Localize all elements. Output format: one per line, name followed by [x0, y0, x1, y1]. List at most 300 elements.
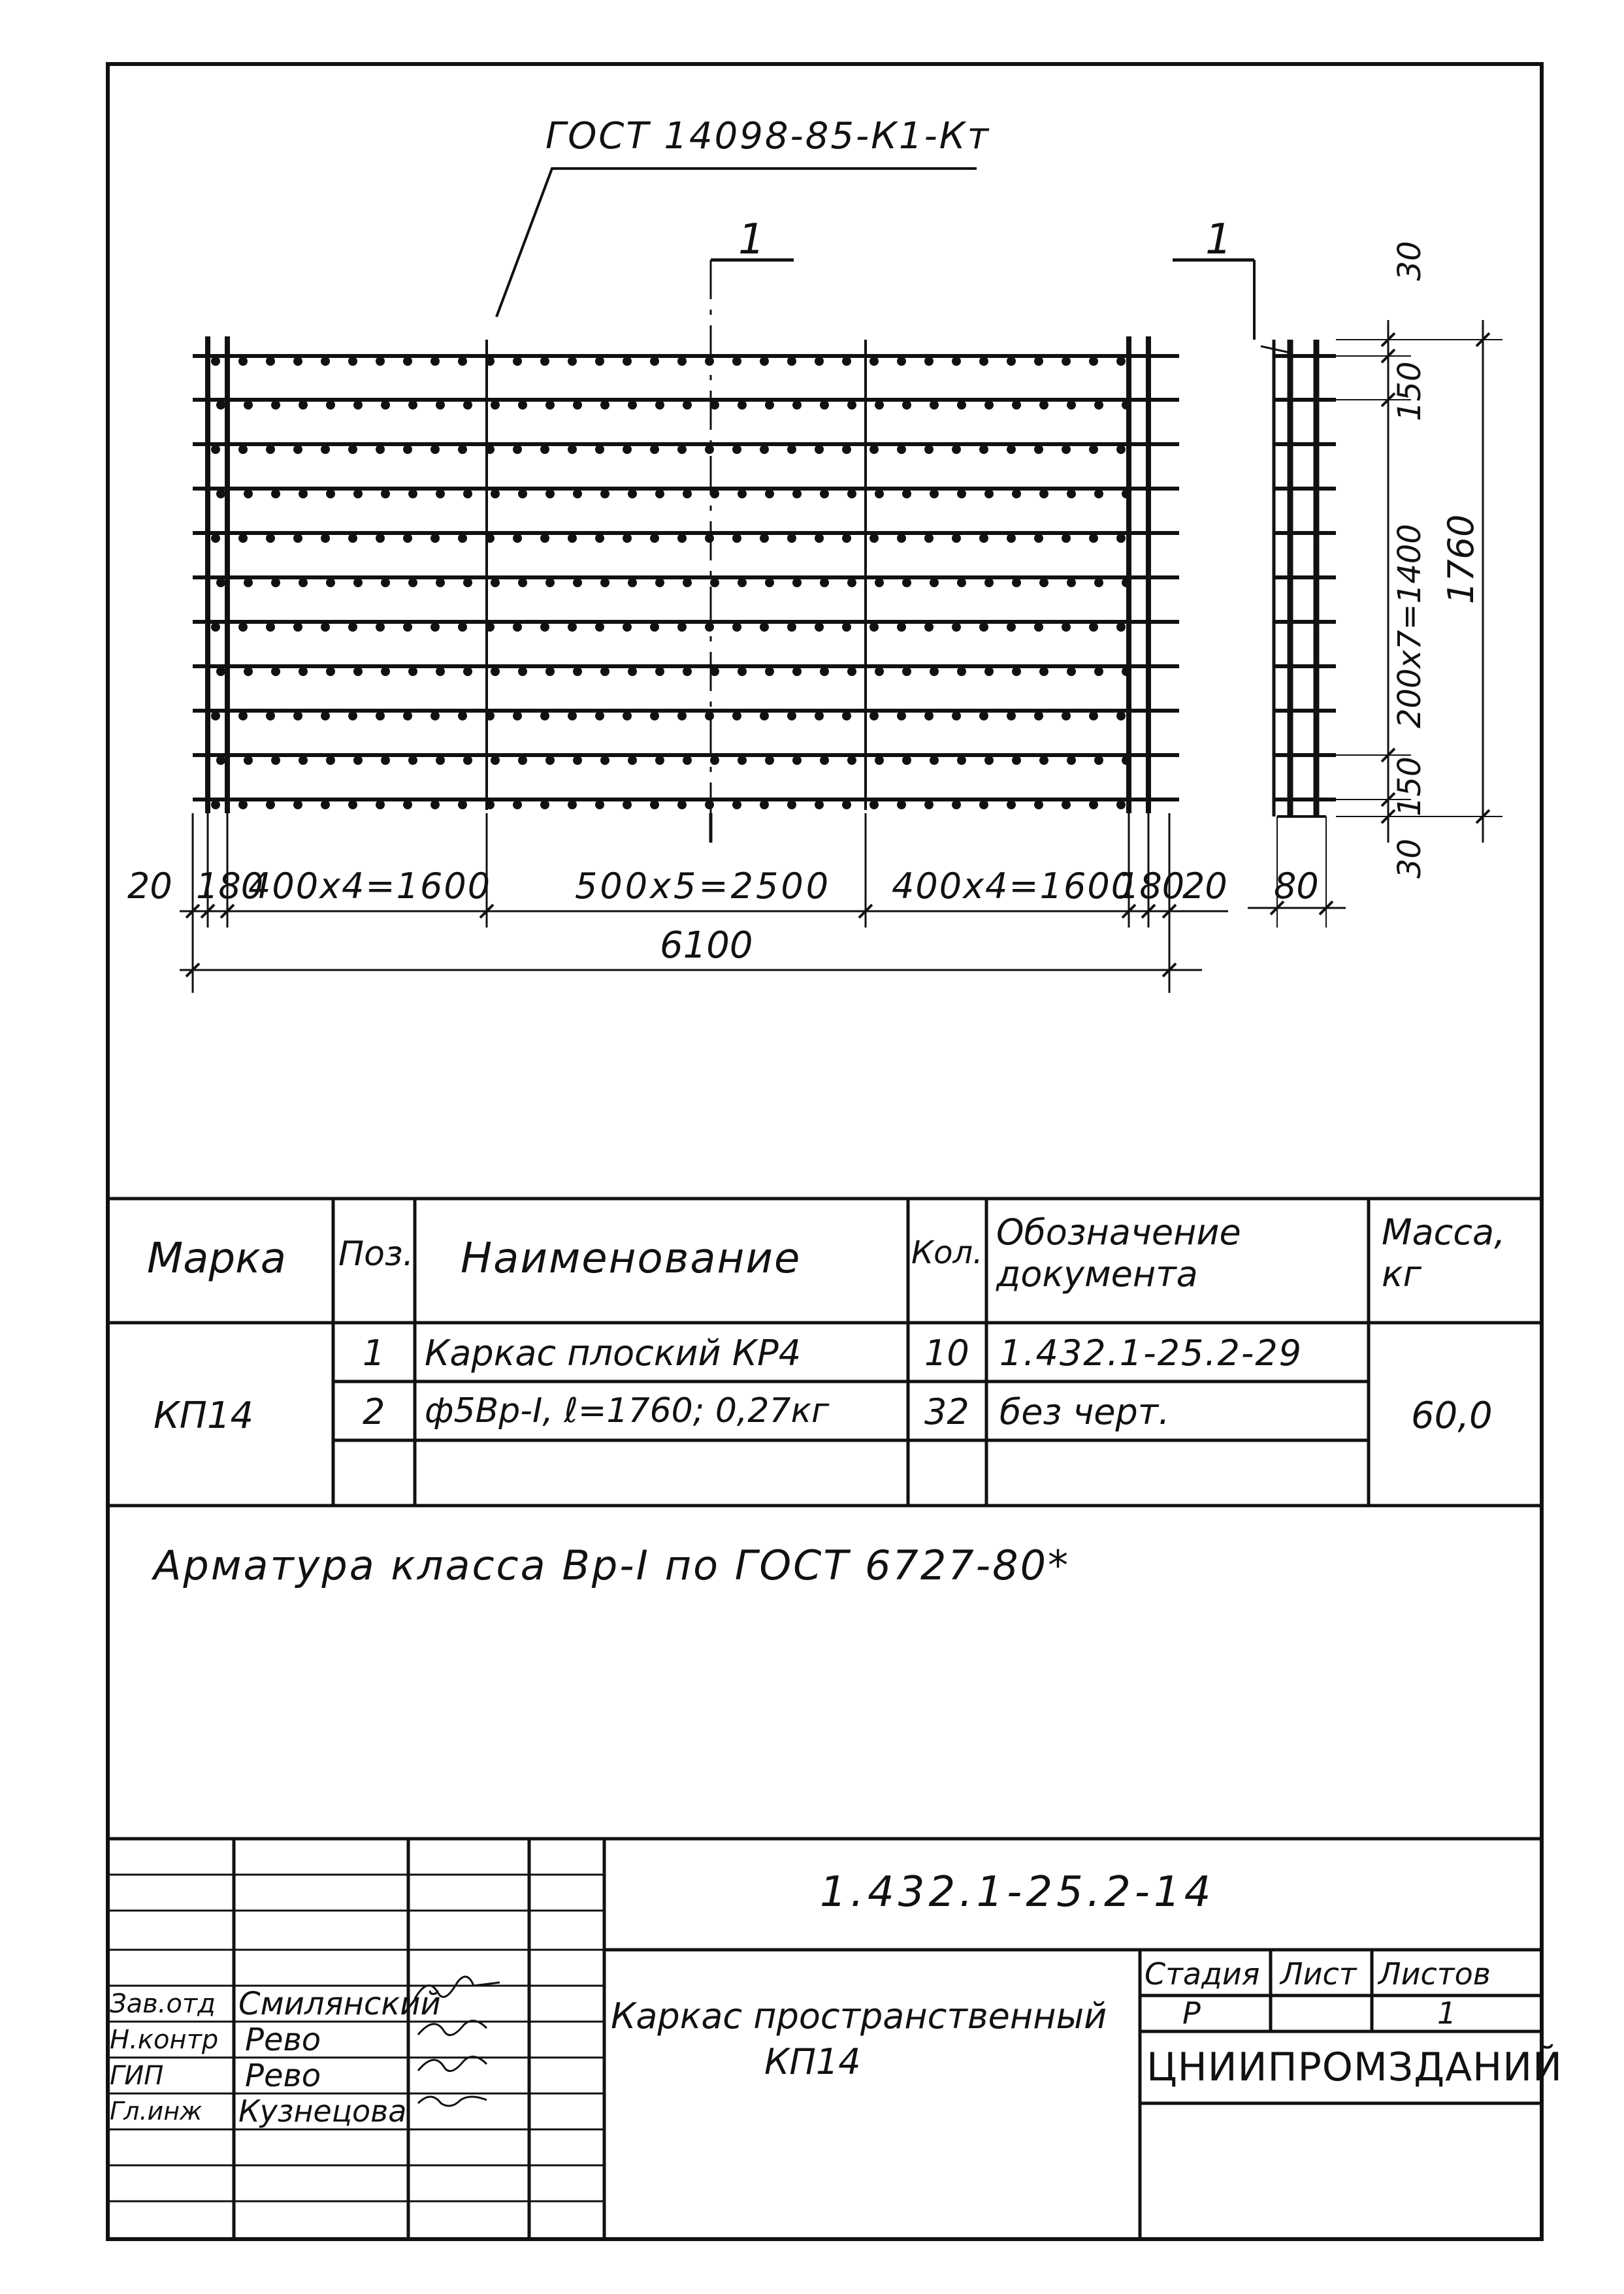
sheets-label: Листов	[1378, 1956, 1491, 1992]
bar-dot	[952, 711, 961, 720]
bar-dot	[321, 800, 330, 809]
row-2-name: ф5Вр-I, ℓ=1760; 0,27кг	[425, 1391, 830, 1430]
bar-dot	[545, 667, 555, 676]
bar-dot	[952, 622, 961, 632]
bar-dot	[1007, 445, 1016, 454]
bar-dot	[842, 711, 851, 720]
bar-dot	[655, 400, 664, 410]
bar-dot	[299, 756, 308, 765]
bar-dot	[1012, 400, 1021, 410]
bar-dot	[485, 357, 495, 366]
bar-dot	[216, 489, 225, 498]
bar-dot	[842, 800, 851, 809]
bar-dot	[326, 756, 335, 765]
bar-dot	[869, 622, 879, 632]
bar-dot	[1034, 800, 1043, 809]
bar-dot	[979, 711, 988, 720]
bar-dot	[792, 400, 802, 410]
bar-dot	[924, 800, 934, 809]
bar-dot	[1094, 489, 1103, 498]
bar-dot	[1116, 357, 1126, 366]
bar-dot	[408, 578, 417, 587]
bar-dot	[321, 711, 330, 720]
bar-dot	[815, 711, 824, 720]
bar-dot	[952, 800, 961, 809]
bar-dot	[930, 578, 939, 587]
bar-dot	[1062, 622, 1071, 632]
bar-dot	[897, 534, 906, 543]
bar-dot	[540, 357, 549, 366]
bar-dot	[266, 800, 275, 809]
dim-500x5: 500x5=2500	[575, 865, 832, 907]
bar-dot	[238, 622, 248, 632]
dim-total-6100: 6100	[660, 924, 753, 967]
bar-dot	[1039, 400, 1048, 410]
bar-dot	[403, 711, 412, 720]
dim-180-right: 180	[1117, 865, 1185, 907]
bar-dot	[216, 578, 225, 587]
bar-dot	[897, 800, 906, 809]
bar-dot	[842, 622, 851, 632]
bar-dot	[984, 400, 994, 410]
bar-dot	[568, 534, 577, 543]
bar-dot	[650, 534, 659, 543]
bar-dot	[847, 667, 856, 676]
bar-dot	[710, 400, 719, 410]
bar-dot	[540, 711, 549, 720]
bar-dot	[600, 400, 609, 410]
bar-dot	[847, 578, 856, 587]
bar-dot	[568, 800, 577, 809]
bar-dot	[765, 400, 774, 410]
bar-dot	[595, 711, 604, 720]
bar-dot	[293, 534, 302, 543]
bar-dot	[1062, 534, 1071, 543]
bar-dot	[1122, 400, 1131, 410]
callout-label: ГОСТ 14098-85-К1-Кт	[545, 115, 991, 157]
bar-dot	[266, 357, 275, 366]
bar-dot	[677, 800, 687, 809]
bar-dot	[677, 622, 687, 632]
bar-dot	[381, 756, 390, 765]
mass-value: 60,0	[1411, 1395, 1493, 1437]
bar-dot	[326, 489, 335, 498]
bar-dot	[1116, 622, 1126, 632]
bar-dot	[815, 445, 824, 454]
bar-dot	[820, 489, 829, 498]
bar-dot	[875, 578, 884, 587]
bar-dot	[902, 578, 911, 587]
bar-dot	[353, 489, 363, 498]
bar-dot	[705, 534, 714, 543]
bar-dot	[595, 800, 604, 809]
bar-dot	[266, 534, 275, 543]
bar-dot	[820, 756, 829, 765]
bar-dot	[463, 578, 472, 587]
dim-side-30-top: 30	[1391, 240, 1428, 281]
bar-dot	[595, 622, 604, 632]
bar-dot	[211, 357, 220, 366]
bar-dot	[957, 756, 966, 765]
bar-dot	[710, 667, 719, 676]
bar-dot	[326, 400, 335, 410]
bar-dot	[299, 578, 308, 587]
bar-dot	[683, 489, 692, 498]
bar-dots	[211, 357, 1131, 809]
bar-dot	[463, 667, 472, 676]
bar-dot	[842, 445, 851, 454]
side-view-lines	[1248, 320, 1502, 928]
bar-dot	[321, 534, 330, 543]
bar-dot	[1122, 667, 1131, 676]
bar-dot	[683, 578, 692, 587]
bar-dot	[792, 667, 802, 676]
bar-dot	[540, 445, 549, 454]
bar-dot	[518, 667, 527, 676]
bar-dot	[271, 756, 280, 765]
bar-dot	[518, 489, 527, 498]
bar-dot	[875, 400, 884, 410]
bar-dot	[957, 667, 966, 676]
bar-dot	[600, 756, 609, 765]
bar-dot	[491, 756, 500, 765]
bar-dot	[436, 489, 445, 498]
bar-dot	[293, 711, 302, 720]
bar-dot	[677, 534, 687, 543]
bar-dot	[271, 667, 280, 676]
bar-dot	[299, 667, 308, 676]
bar-dot	[211, 445, 220, 454]
bar-dot	[1007, 357, 1016, 366]
mark-value: КП14	[154, 1395, 254, 1437]
bar-dot	[628, 400, 637, 410]
bar-dot	[430, 711, 440, 720]
bar-dot	[458, 711, 467, 720]
bar-dot	[984, 489, 994, 498]
bar-dot	[293, 445, 302, 454]
bar-dot	[710, 489, 719, 498]
bar-dot	[897, 622, 906, 632]
bar-dot	[1034, 622, 1043, 632]
bar-dot	[765, 489, 774, 498]
bar-dot	[1012, 489, 1021, 498]
role-3: ГИП	[110, 2061, 164, 2091]
bar-dot	[600, 667, 609, 676]
bar-dot	[1012, 578, 1021, 587]
role-4-name: Кузнецова	[238, 2093, 407, 2129]
bar-dot	[869, 534, 879, 543]
bar-dot	[573, 400, 582, 410]
bar-dot	[677, 357, 687, 366]
bar-dot	[924, 711, 934, 720]
bar-dot	[705, 622, 714, 632]
bar-dot	[732, 800, 741, 809]
bar-dot	[650, 622, 659, 632]
bar-dot	[348, 357, 357, 366]
bar-dot	[403, 534, 412, 543]
bar-dot	[376, 357, 385, 366]
bar-dot	[244, 667, 253, 676]
bar-dot	[650, 800, 659, 809]
bar-dot	[293, 800, 302, 809]
bar-dot	[815, 800, 824, 809]
bar-dot	[787, 800, 796, 809]
bar-dot	[513, 711, 522, 720]
bar-dot	[353, 578, 363, 587]
bar-dot	[623, 534, 632, 543]
bar-dot	[1007, 534, 1016, 543]
role-1: Зав.отд	[110, 1989, 216, 2019]
bar-dot	[1089, 357, 1098, 366]
bar-dot	[458, 622, 467, 632]
bar-dot	[902, 756, 911, 765]
role-2: Н.контр	[110, 2025, 219, 2055]
role-4: Гл.инж	[110, 2097, 203, 2125]
bar-dot	[628, 578, 637, 587]
bar-dot	[1122, 489, 1131, 498]
bar-dot	[869, 711, 879, 720]
header-name: Наименование	[461, 1235, 802, 1283]
bar-dot	[902, 400, 911, 410]
bar-dot	[1116, 534, 1126, 543]
bar-dot	[458, 357, 467, 366]
bar-dot	[436, 578, 445, 587]
bar-dot	[491, 578, 500, 587]
bar-dot	[1067, 400, 1076, 410]
bar-dot	[1007, 622, 1016, 632]
dim-400x4-right: 400x4=1600	[892, 865, 1135, 907]
vertical-bars	[208, 336, 1148, 813]
bar-dot	[1094, 756, 1103, 765]
bar-dot	[847, 489, 856, 498]
bar-dot	[1122, 756, 1131, 765]
bar-dot	[321, 445, 330, 454]
bar-dot	[732, 534, 741, 543]
bar-dot	[381, 667, 390, 676]
bar-dot	[738, 756, 747, 765]
bar-dot	[211, 534, 220, 543]
dim-side-1760: 1760	[1440, 514, 1482, 604]
bar-dot	[211, 711, 220, 720]
bar-dot	[216, 756, 225, 765]
bar-dot	[787, 357, 796, 366]
bar-dot	[710, 578, 719, 587]
bar-dot	[1067, 667, 1076, 676]
bar-dot	[847, 756, 856, 765]
bar-dot	[623, 445, 632, 454]
header-designation: Обозначение документа	[996, 1212, 1241, 1295]
bar-dot	[847, 400, 856, 410]
bar-dot	[1034, 357, 1043, 366]
bar-dot	[408, 489, 417, 498]
organization: ЦНИИПРОМЗДАНИЙ	[1146, 2044, 1563, 2090]
bar-dot	[513, 622, 522, 632]
bar-dot	[381, 578, 390, 587]
bar-dot	[485, 445, 495, 454]
bar-dot	[738, 489, 747, 498]
bar-dot	[732, 357, 741, 366]
bar-dot	[376, 622, 385, 632]
bar-dot	[1034, 534, 1043, 543]
bar-dot	[348, 622, 357, 632]
bar-dot	[705, 357, 714, 366]
bar-dot	[623, 357, 632, 366]
bar-dot	[930, 667, 939, 676]
bar-dot	[792, 489, 802, 498]
bar-dot	[518, 578, 527, 587]
bar-dot	[216, 400, 225, 410]
bar-dot	[683, 756, 692, 765]
bar-dot	[765, 578, 774, 587]
bar-dot	[623, 711, 632, 720]
bar-dot	[732, 711, 741, 720]
bar-dot	[760, 800, 769, 809]
bar-dot	[348, 534, 357, 543]
bar-dot	[485, 711, 495, 720]
bar-dot	[321, 622, 330, 632]
bar-dot	[458, 800, 467, 809]
bar-dot	[513, 800, 522, 809]
bar-dot	[820, 578, 829, 587]
row-1-qty: 10	[924, 1333, 969, 1374]
bar-dot	[1034, 711, 1043, 720]
bar-dot	[897, 445, 906, 454]
section-mark-front: 1	[738, 216, 765, 264]
bar-dot	[628, 489, 637, 498]
bar-dot	[326, 667, 335, 676]
bar-dot	[244, 756, 253, 765]
bar-dot	[348, 445, 357, 454]
bar-dot	[293, 357, 302, 366]
bar-dot	[924, 445, 934, 454]
bar-dot	[238, 711, 248, 720]
title-line-2: КП14	[764, 2041, 861, 2082]
bar-dot	[430, 534, 440, 543]
role-1-name: Смилянский	[238, 1986, 441, 2022]
bar-dot	[1012, 667, 1021, 676]
bar-dot	[573, 489, 582, 498]
bar-dot	[408, 756, 417, 765]
bar-dot	[683, 667, 692, 676]
bar-dot	[623, 800, 632, 809]
bar-dot	[1039, 578, 1048, 587]
bar-dot	[787, 534, 796, 543]
bar-dot	[952, 445, 961, 454]
dim-400x4-left: 400x4=1600	[248, 865, 492, 907]
bar-dot	[902, 667, 911, 676]
bar-dot	[1067, 756, 1076, 765]
bar-dot	[403, 622, 412, 632]
bar-dot	[705, 711, 714, 720]
sheets-value: 1	[1437, 1995, 1457, 2031]
bar-dot	[815, 534, 824, 543]
bar-dot	[238, 800, 248, 809]
bar-dot	[1034, 445, 1043, 454]
row-1-name: Каркас плоский КР4	[425, 1333, 802, 1374]
bar-dot	[545, 489, 555, 498]
stage-value: Р	[1182, 1995, 1201, 2031]
bar-dot	[765, 756, 774, 765]
bar-dot	[1062, 357, 1071, 366]
bar-dot	[979, 800, 988, 809]
bar-dot	[568, 711, 577, 720]
bar-dot	[238, 357, 248, 366]
bar-dot	[513, 445, 522, 454]
bar-dot	[568, 445, 577, 454]
title-line-1: Каркас пространственный	[611, 1995, 1107, 2037]
bar-dot	[902, 489, 911, 498]
reinforcement-note: Арматура класса Вр-I по ГОСТ 6727-80*	[154, 1542, 1071, 1589]
bar-dot	[430, 445, 440, 454]
bar-dot	[458, 534, 467, 543]
bar-dot	[1062, 445, 1071, 454]
bar-dot	[568, 357, 577, 366]
bar-dot	[738, 578, 747, 587]
bar-dot	[1007, 711, 1016, 720]
bar-dot	[1094, 667, 1103, 676]
bar-dot	[738, 667, 747, 676]
bar-dot	[1089, 445, 1098, 454]
bar-dot	[376, 534, 385, 543]
bar-dot	[485, 800, 495, 809]
bar-dot	[271, 578, 280, 587]
bar-dot	[765, 667, 774, 676]
bar-dot	[705, 445, 714, 454]
bar-dot	[792, 756, 802, 765]
bar-dot	[1067, 578, 1076, 587]
bar-dot	[518, 756, 527, 765]
bar-dot	[1094, 400, 1103, 410]
bar-dot	[760, 711, 769, 720]
dim-side-150-top: 150	[1391, 361, 1428, 421]
bar-dot	[869, 445, 879, 454]
bar-dot	[760, 445, 769, 454]
bar-dot	[491, 400, 500, 410]
header-mass: Масса, кг	[1382, 1212, 1506, 1295]
header-mark: Марка	[147, 1235, 286, 1283]
bar-dot	[650, 445, 659, 454]
bar-dot	[628, 756, 637, 765]
bar-dot	[984, 756, 994, 765]
bar-dot	[930, 400, 939, 410]
bar-dot	[513, 357, 522, 366]
bar-dot	[738, 400, 747, 410]
bar-dot	[650, 357, 659, 366]
doc-code: 1.432.1-25.2-14	[820, 1868, 1215, 1916]
bar-dot	[875, 667, 884, 676]
bar-dot	[540, 622, 549, 632]
longitudinal-bars	[193, 356, 1179, 800]
bar-dot	[760, 357, 769, 366]
row-1-designation: 1.432.1-25.2-29	[999, 1333, 1303, 1374]
bar-dot	[600, 578, 609, 587]
bar-dot	[266, 622, 275, 632]
bar-dot	[568, 622, 577, 632]
bar-dot	[1116, 800, 1126, 809]
bar-dot	[545, 400, 555, 410]
bar-dot	[787, 622, 796, 632]
bar-dot	[518, 400, 527, 410]
header-qty: Кол.	[911, 1235, 983, 1271]
bar-dot	[381, 489, 390, 498]
bar-dot	[321, 357, 330, 366]
bar-dot	[353, 667, 363, 676]
bar-dot	[271, 489, 280, 498]
bar-dot	[1067, 489, 1076, 498]
bar-dot	[540, 800, 549, 809]
bar-dot	[1089, 711, 1098, 720]
dim-side-150-bottom: 150	[1391, 756, 1428, 816]
